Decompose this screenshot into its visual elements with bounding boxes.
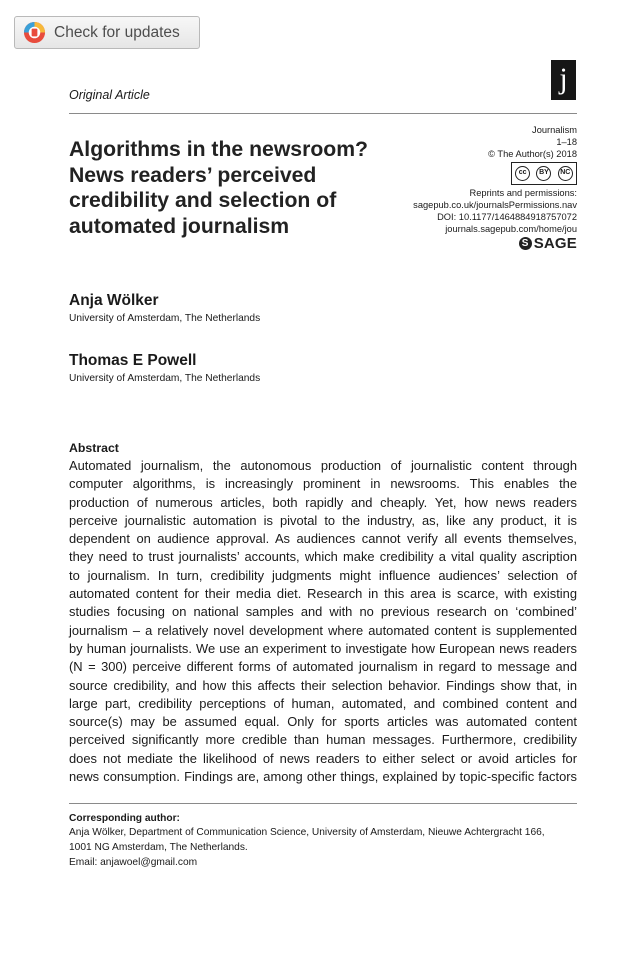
author-name: Anja Wölker	[69, 292, 159, 309]
corresponding-author-address: 1001 NG Amsterdam, The Netherlands.	[69, 842, 248, 853]
abstract-line: they need to trust journalists’ accounts, which make credibility a vital quality ascription	[69, 549, 577, 565]
sage-logo-text: SAGE	[533, 234, 577, 252]
article-type: Original Article	[69, 88, 150, 102]
abstract-line: computer algorithms, is increasingly prominent in newsrooms. This enables the	[69, 476, 577, 492]
abstract-line: to journalism. In turn, credibility judgments might influence audiences’ selection of	[69, 567, 577, 583]
abstract-line: large part, credibility perceptions of human, automated, and combined content and	[69, 695, 577, 711]
abstract-line: by human journalists. We use an experiment to investigate how European news readers	[69, 640, 577, 656]
journal-link[interactable]: journals.sagepub.com/home/jou	[445, 224, 577, 235]
abstract-line: Automated journalism, the autonomous production of journalistic content through	[69, 458, 577, 473]
abstract-line: source credibility, and how this affects their selection behavior. Findings show that, in	[69, 677, 577, 693]
sage-logo	[519, 234, 577, 252]
author-affiliation: University of Amsterdam, The Netherlands	[69, 313, 261, 324]
corresponding-author-address: Anja Wölker, Department of Communication Science, University of Amsterdam, Nieuwe Achtergracht 166,	[69, 827, 545, 838]
publication-meta	[377, 124, 577, 250]
sage-s-icon: S	[519, 237, 532, 250]
reprints-label: Reprints and permissions:	[469, 187, 577, 198]
corresponding-author-heading: Corresponding author:	[69, 813, 180, 824]
corresponding-author-email[interactable]: Email: anjawoel@gmail.com	[69, 857, 198, 868]
author-name: Thomas E Powell	[69, 352, 197, 369]
abstract-text	[69, 457, 577, 786]
crossmark-icon	[23, 21, 46, 44]
author-affiliation: University of Amsterdam, The Netherlands	[69, 373, 261, 384]
journal-logo: j	[551, 60, 576, 100]
abstract-line: (N = 300) perceive different forms of automated journalism in regard to message and	[69, 659, 577, 675]
abstract-heading: Abstract	[69, 441, 119, 455]
check-for-updates-label: Check for updates	[54, 23, 180, 41]
abstract-line: news consumption. Findings are, among other things, explained by topic-specific factors	[69, 769, 577, 785]
abstract-line: source(s) may be assumed equal. Only for sports articles was automated content	[69, 714, 577, 730]
by-icon: BY	[536, 166, 551, 181]
abstract-line: automated content for their media diet. Research in this area is scarce, with existing	[69, 586, 577, 602]
abstract-line: production of numerous articles, both rapidly and cheaply. Yet, how news readers	[69, 494, 577, 510]
journal-name: Journalism	[532, 125, 577, 135]
footnote-divider	[69, 803, 577, 804]
nc-icon: NC	[558, 166, 573, 181]
abstract-line: perceive journalistic automation is pivotal to the industry, as, like any product, it is	[69, 512, 577, 528]
cc-icon: cc	[515, 166, 530, 181]
abstract-line: perceived significantly more credible than human messages. Furthermore, credibility	[69, 732, 577, 748]
abstract-line: dependent on audience approval. As audiences cannot verify all events themselves,	[69, 531, 577, 547]
abstract-line: journalism – a relatively novel development where automated content is supplemented	[69, 622, 577, 638]
copyright-notice: © The Author(s) 2018	[488, 149, 577, 160]
reprints-link[interactable]: sagepub.co.uk/journalsPermissions.nav	[413, 199, 577, 210]
article-title: Algorithms in the newsroom? News readers’ perceived credibility and selection of automated journalism	[69, 138, 368, 238]
abstract-line: studies focusing on national samples and with no previous research on ‘combined’	[69, 604, 577, 620]
cc-license-badge[interactable]	[511, 162, 577, 185]
check-for-updates-button[interactable]	[14, 16, 200, 49]
abstract-line: does not mediate the likelihood of news readers to either select or avoid articles for	[69, 750, 577, 766]
header-divider	[69, 113, 577, 114]
doi[interactable]: DOI: 10.1177/1464884918757072	[437, 212, 577, 223]
page-range: 1–18	[556, 137, 577, 148]
